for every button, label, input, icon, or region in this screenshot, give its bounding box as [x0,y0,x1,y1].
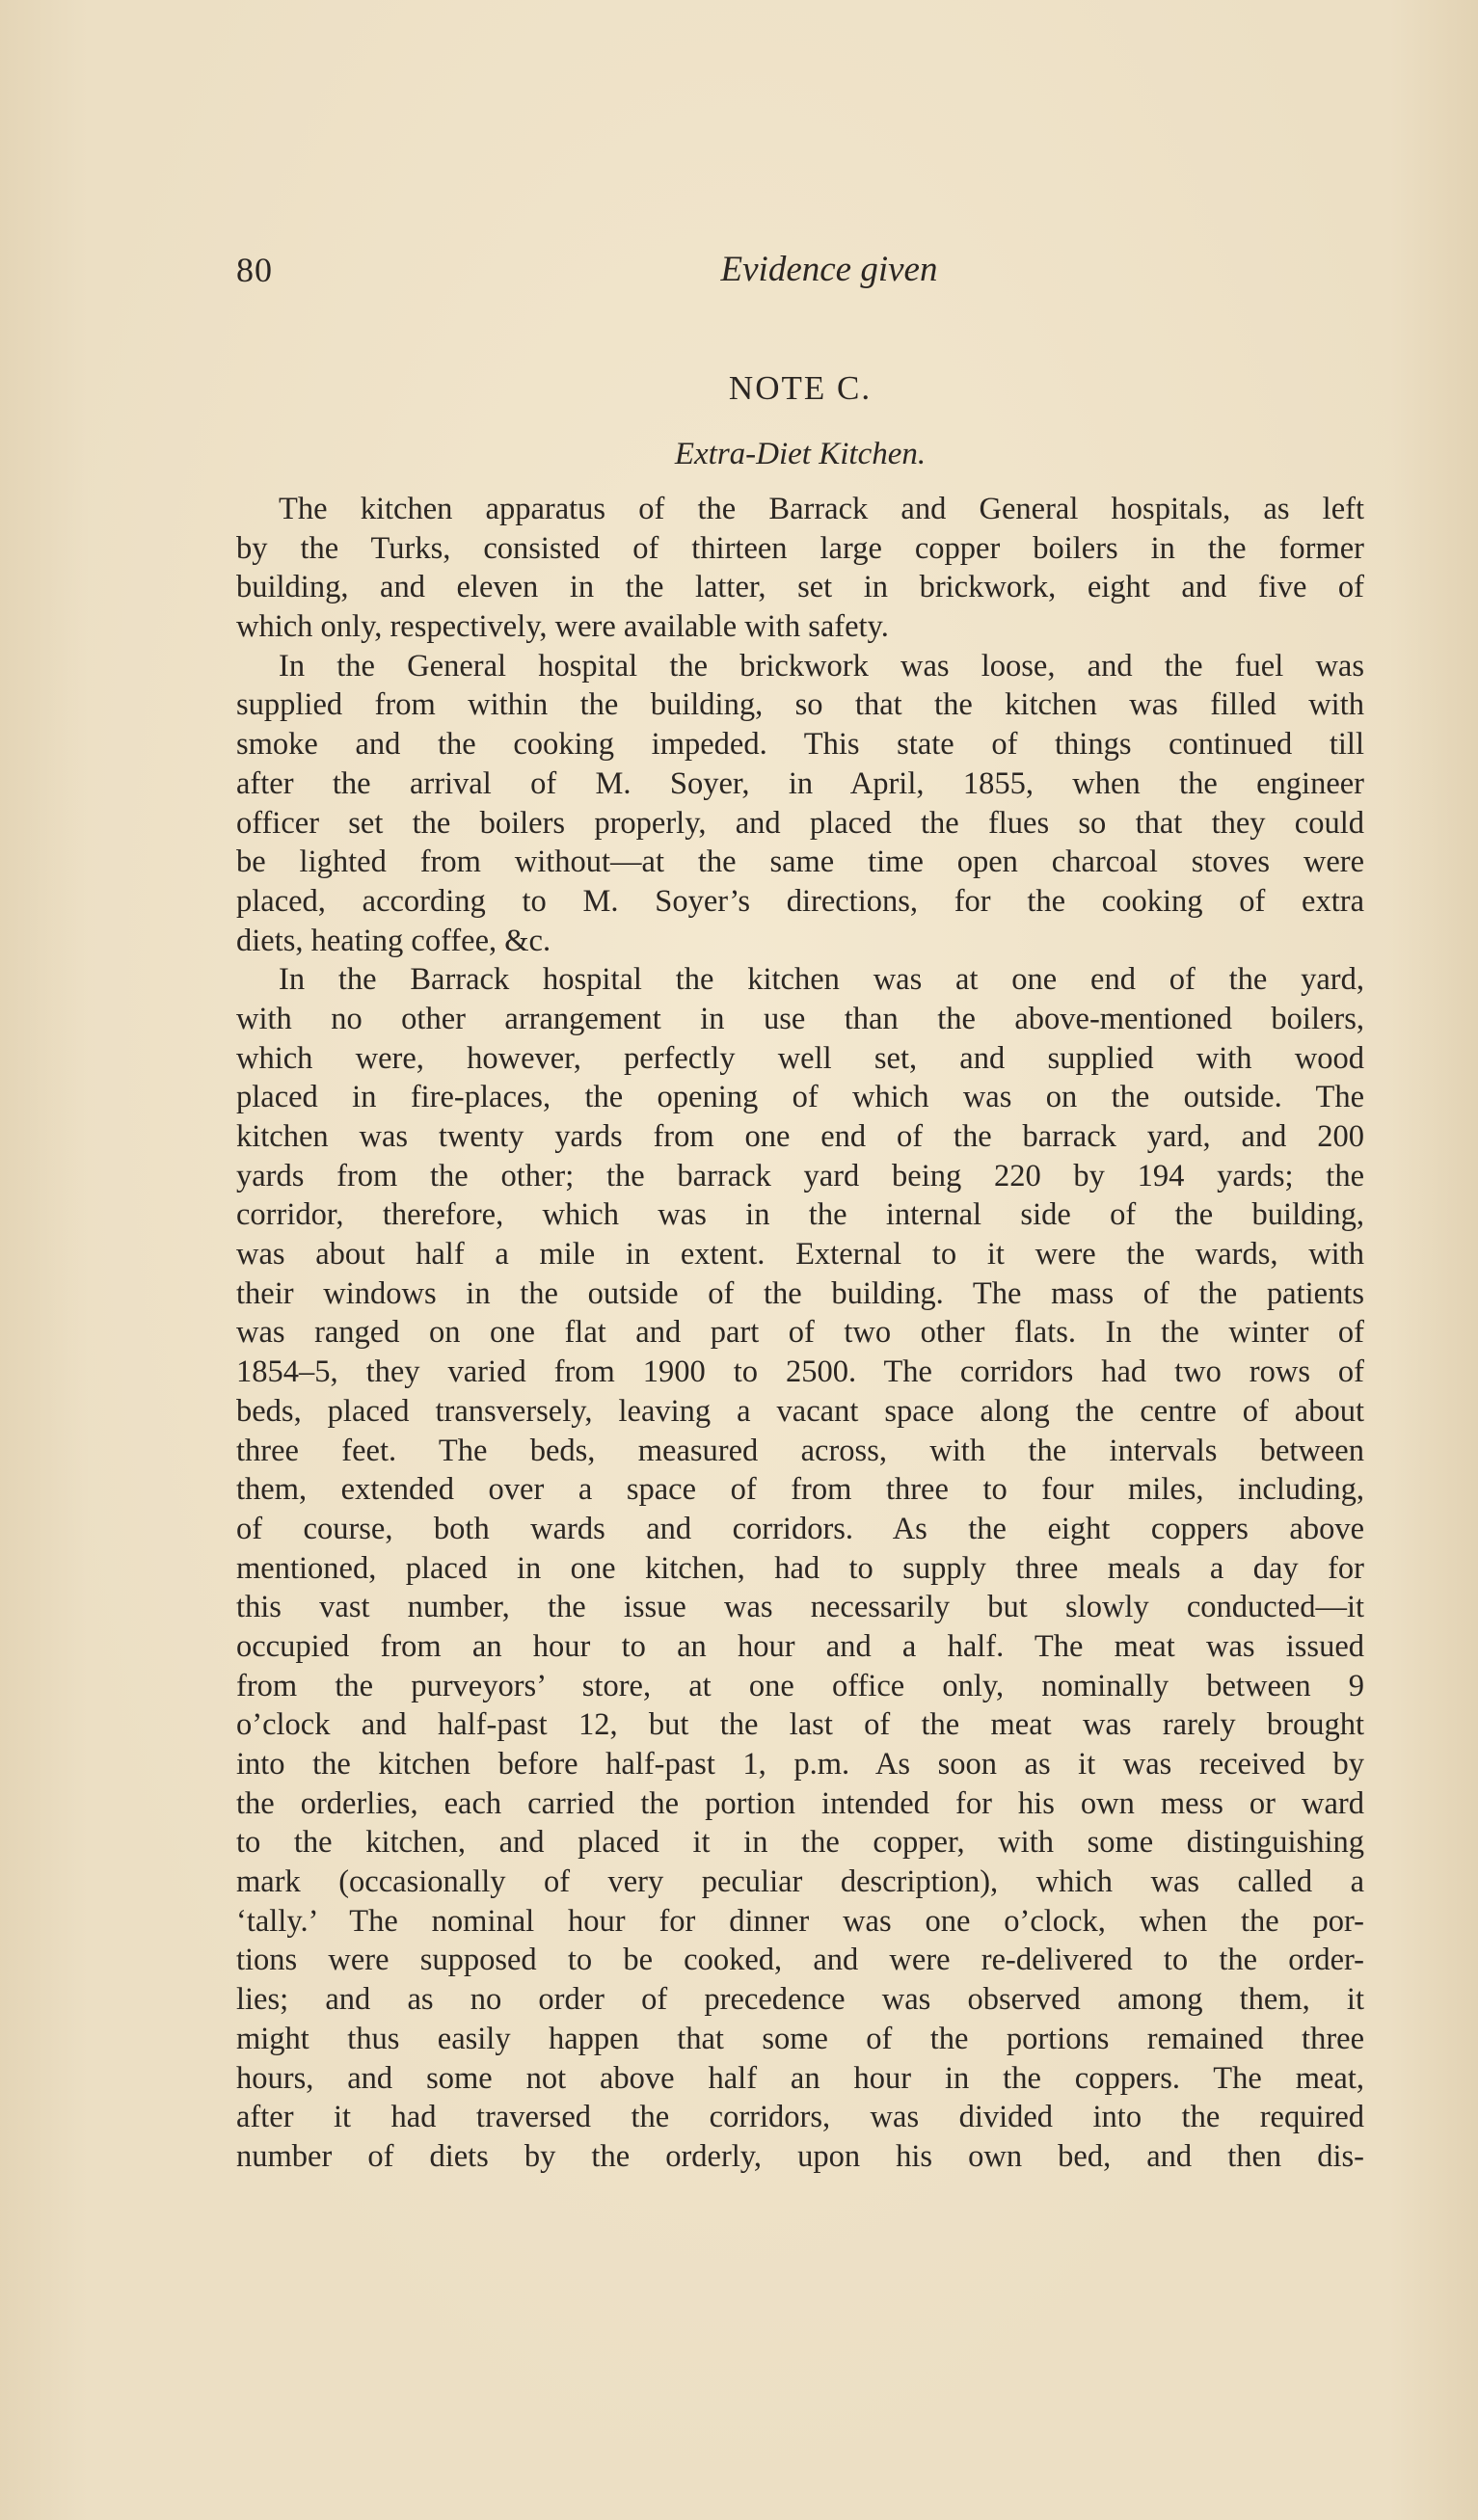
text-line: supplied from within the building, so that the kitchen was filled with [236,687,1364,723]
text-line: them, extended over a space of from three to four miles, including, [236,1472,1364,1508]
text-line: beds, placed transversely, leaving a vacant space along the centre of about [236,1393,1364,1429]
text-line: by the Turks, consisted of thirteen large copper boilers in the former [236,530,1364,566]
text-line: yards from the other; the barrack yard being 220 by 194 yards; the [236,1158,1364,1193]
text-line: o’clock and half-past 12, but the last of the meat was rarely brought [236,1707,1364,1743]
text-line: In the Barrack hospital the kitchen was at one end of the yard, [279,962,1364,998]
text-line: of course, both wards and corridors. As the eight coppers above [236,1511,1364,1546]
text-line: In the General hospital the brickwork was loose, and the fuel was [279,648,1364,684]
text-line: was ranged on one flat and part of two other flats. In the winter of [236,1315,1364,1351]
text-line: diets, heating coffee, &c. [236,923,551,958]
body-text [236,490,1364,2177]
page-number: 80 [236,251,273,289]
text-line: The kitchen apparatus of the Barrack and General hospitals, as left [279,492,1364,526]
text-line: from the purveyors’ store, at one office only, nominally between 9 [236,1668,1364,1703]
text-line: after the arrival of M. Soyer, in April, 1855, when the engineer [236,765,1364,801]
running-title: Evidence given [720,250,938,289]
text-line: which were, however, perfectly well set, and supplied with wood [236,1040,1364,1076]
text-line: kitchen was twenty yards from one end of the barrack yard, and 200 [236,1119,1364,1154]
text-line: which only, respectively, were available with safety. [236,609,889,645]
text-line: placed, according to M. Soyer’s directions, for the cooking of extra [236,883,1364,919]
text-line: lies; and as no order of precedence was observed among them, it [236,1982,1364,2018]
text-line: ‘tally.’ The nominal hour for dinner was one o’clock, when the por- [236,1903,1364,1939]
note-heading: NOTE C. [728,369,873,407]
text-line: might thus easily happen that some of the portions remained three [236,2021,1364,2056]
text-line: their windows in the outside of the building. The mass of the patients [236,1275,1364,1311]
note-subheading: Extra-Diet Kitchen. [674,437,927,471]
text-line: mentioned, placed in one kitchen, had to supply three meals a day for [236,1550,1364,1586]
text-line: smoke and the cooking impeded. This state of things continued till [236,727,1364,763]
text-line: number of diets by the orderly, upon his own bed, and then dis- [236,2138,1364,2174]
text-line: to the kitchen, and placed it in the copper, with some distinguishing [236,1825,1364,1861]
text-line: after it had traversed the corridors, was divided into the required [236,2100,1364,2135]
text-line: officer set the boilers properly, and placed the flues so that they could [236,805,1364,841]
text-line: hours, and some not above half an hour in the coppers. The meat, [236,2060,1364,2096]
text-line: with no other arrangement in use than the above-mentioned boilers, [236,1001,1364,1036]
text-line: the orderlies, each carried the portion intended for his own mess or ward [236,1785,1364,1821]
text-line: corridor, therefore, which was in the internal side of the building, [236,1197,1364,1233]
text-line: placed in fire-places, the opening of which was on the outside. The [236,1080,1364,1115]
running-head [236,241,1364,299]
text-line: 1854–5, they varied from 1900 to 2500. The corridors had two rows of [236,1354,1364,1390]
text-line: this vast number, the issue was necessarily but slowly conducted—it [236,1590,1364,1625]
text-line: building, and eleven in the latter, set in brickwork, eight and five of [236,570,1364,605]
text-line: occupied from an hour to an hour and a half. The meat was issued [236,1628,1364,1664]
text-line: three feet. The beds, measured across, with the intervals between [236,1433,1364,1468]
text-line: tions were supposed to be cooked, and were re-delivered to the order- [236,1943,1364,1978]
text-line: be lighted from without—at the same time open charcoal stoves were [236,844,1364,880]
text-line: was about half a mile in extent. External to it were the wards, with [236,1237,1364,1273]
text-line: mark (occasionally of very peculiar description), which was called a [236,1864,1364,1900]
text-line: into the kitchen before half-past 1, p.m. As soon as it was received by [236,1747,1364,1782]
